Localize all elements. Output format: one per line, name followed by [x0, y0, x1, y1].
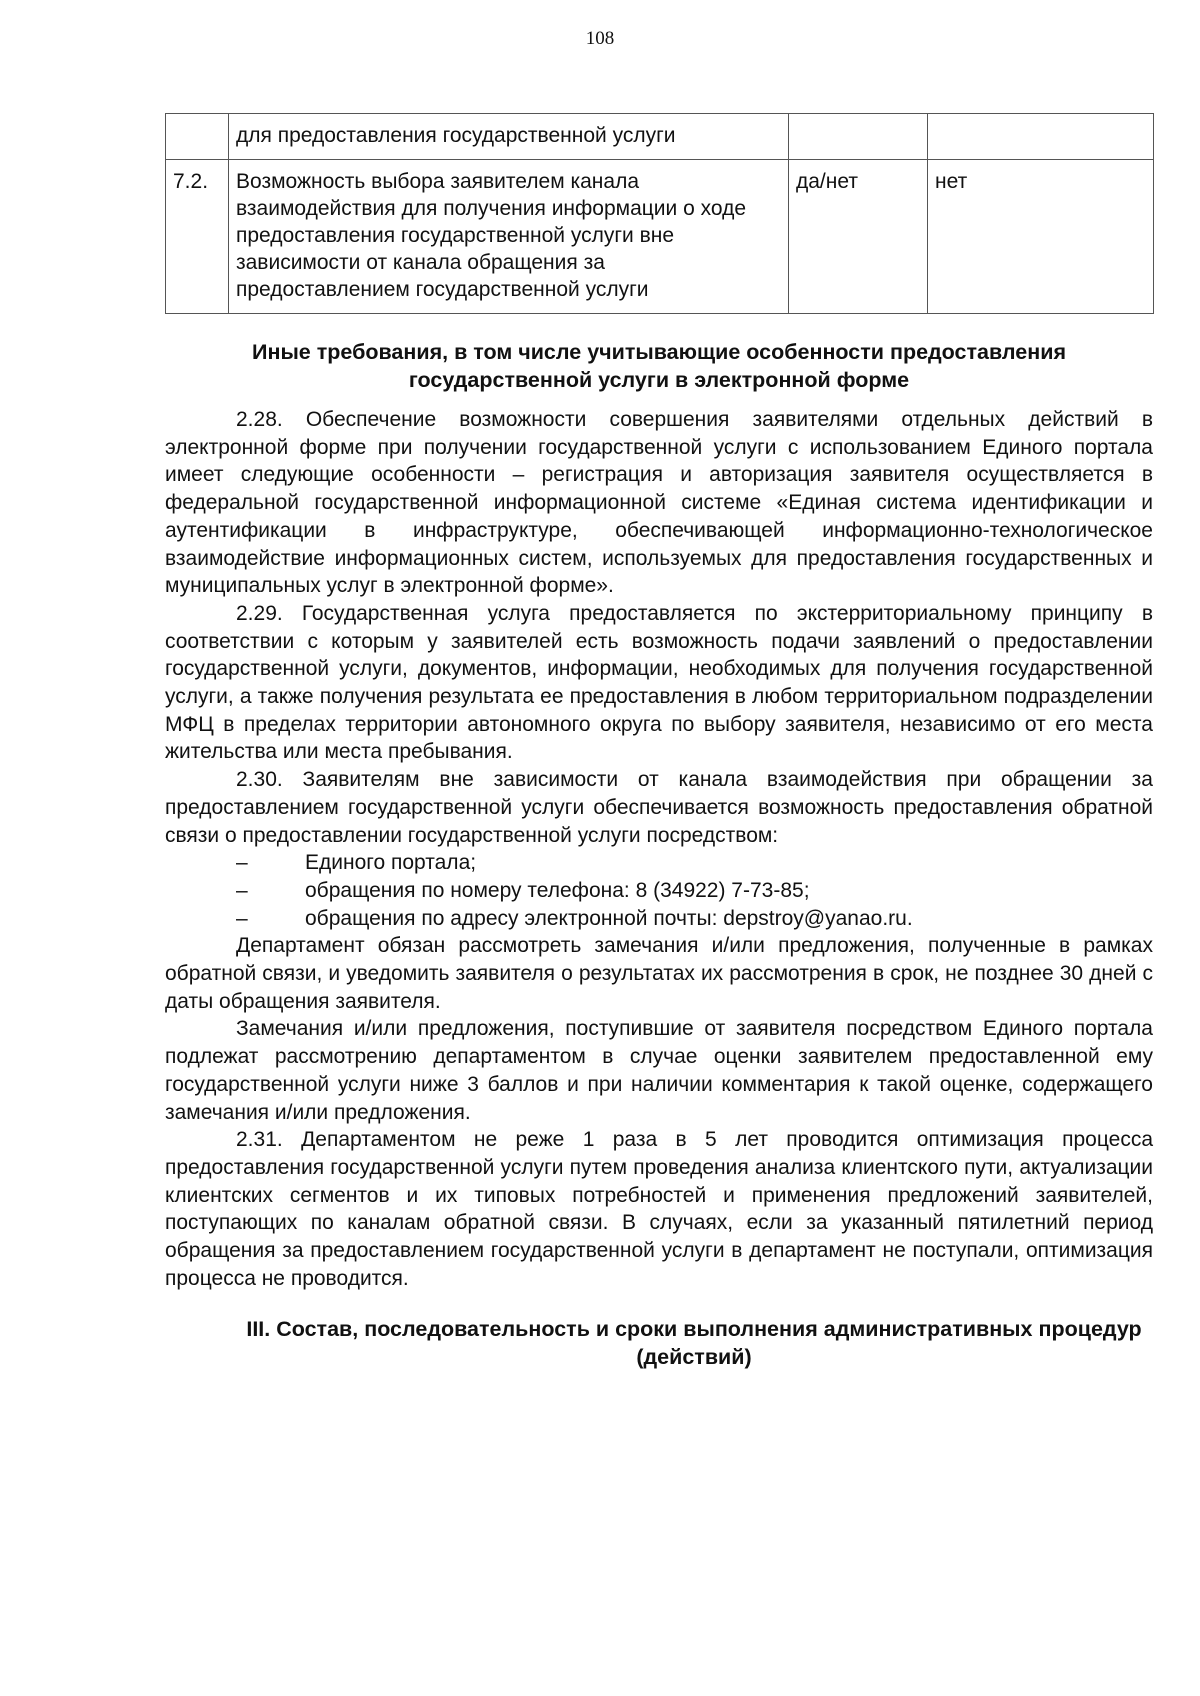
bullet-dash: –	[236, 906, 248, 930]
bullet-dash: –	[236, 851, 248, 875]
table-row	[166, 160, 1154, 314]
list-item-text: обращения по адресу электронной почты: depstroy@yanao.ru.	[305, 906, 913, 930]
section-heading: Иные требования, в том числе учитывающие особенности предоставления государственной услуги в электронной форме	[252, 340, 1066, 392]
list-item-text: обращения по номеру телефона: 8 (34922) 7-73-85;	[305, 878, 810, 902]
row-number-cell: 7.2.	[166, 160, 229, 314]
bullet-dash: –	[236, 878, 248, 902]
row-unit-cell: да/нет	[789, 160, 928, 314]
list-item	[165, 905, 1153, 933]
list-item	[165, 877, 1153, 905]
table-row	[166, 114, 1154, 160]
paragraph-portal-remarks: Замечания и/или предложения, поступившие от заявителя посредством Единого портала подлежат рассмотрению департаментом в случае оценки заявителем предоставленной ему государственной услуги ниже 3 баллов и при наличии комментария к такой оценке, содержащего замечания и/или предложения.	[165, 1017, 1153, 1124]
list-item	[165, 849, 1153, 877]
page-number: 108	[585, 28, 615, 49]
chapter-heading: III. Состав, последовательность и сроки выполнения административных процедур (действий)	[246, 1316, 1142, 1369]
paragraph-feedback-review: Департамент обязан рассмотреть замечания и/или предложения, полученные в рамках обратной связи, и уведомить заявителя о результатах их рассмотрения в срок, не позднее 30 дней с даты обращения заявителя.	[165, 934, 1153, 1013]
requirements-table	[165, 113, 1154, 314]
row-text-cell: Возможность выбора заявителем канала взаимодействия для получения информации о ходе предоставления государственной услуги вне зависимости от канала обращения за предоставлением государственной услуги	[229, 160, 789, 314]
document-body	[165, 113, 1153, 1371]
paragraph-2-31: 2.31. Департаментом не реже 1 раза в 5 лет проводится оптимизация процесса предоставления государственной услуги путем проведения анализа клиентского пути, актуализации клиентских сегментов и их типовых потребностей и применения предложений заявителей, поступающих по каналам обратной связи. В случаях, если за указанный пятилетний период обращения за предоставлением государственной услуги в департамент не поступали, оптимизация процесса не проводится.	[165, 1128, 1153, 1290]
list-item-text: Единого портала;	[305, 851, 477, 875]
paragraph-2-30: 2.30. Заявителям вне зависимости от канала взаимодействия при обращении за предоставлением государственной услуги обеспечивается возможность предоставления обратной связи о предоставлении государственной услуги посредством:	[165, 768, 1153, 847]
paragraph-2-29: 2.29. Государственная услуга предоставляется по экстерриториальному принципу в соответствии с которым у заявителей есть возможность подачи заявлений о предоставлении государственной услуги, документов, информации, необходимых для получения государственной услуги, а также получения результата ее предоставления в любом территориальном подразделении МФЦ в пределах территории автономного округа по выбору заявителя, независимо от его места жительства или места пребывания.	[165, 601, 1153, 764]
row-value-cell	[928, 114, 1154, 160]
paragraph-2-28: 2.28. Обеспечение возможности совершения заявителями отдельных действий в электронной форме при получении государственной услуги с использованием Единого портала имеет следующие особенности – регистрация и авторизация заявителя осуществляется в федеральной государственной информационной системе «Единая система идентификации и аутентификации в инфраструктуре, обеспечивающей информационно-технологическое взаимодействие информационных систем, используемых для предоставления государственных и муниципальных услуг в электронной форме».	[165, 408, 1153, 598]
row-text-cell: для предоставления государственной услуги	[229, 114, 789, 160]
row-number-cell	[166, 114, 229, 160]
row-value-cell: нет	[928, 160, 1154, 314]
row-unit-cell	[789, 114, 928, 160]
section-text	[165, 406, 1153, 1293]
